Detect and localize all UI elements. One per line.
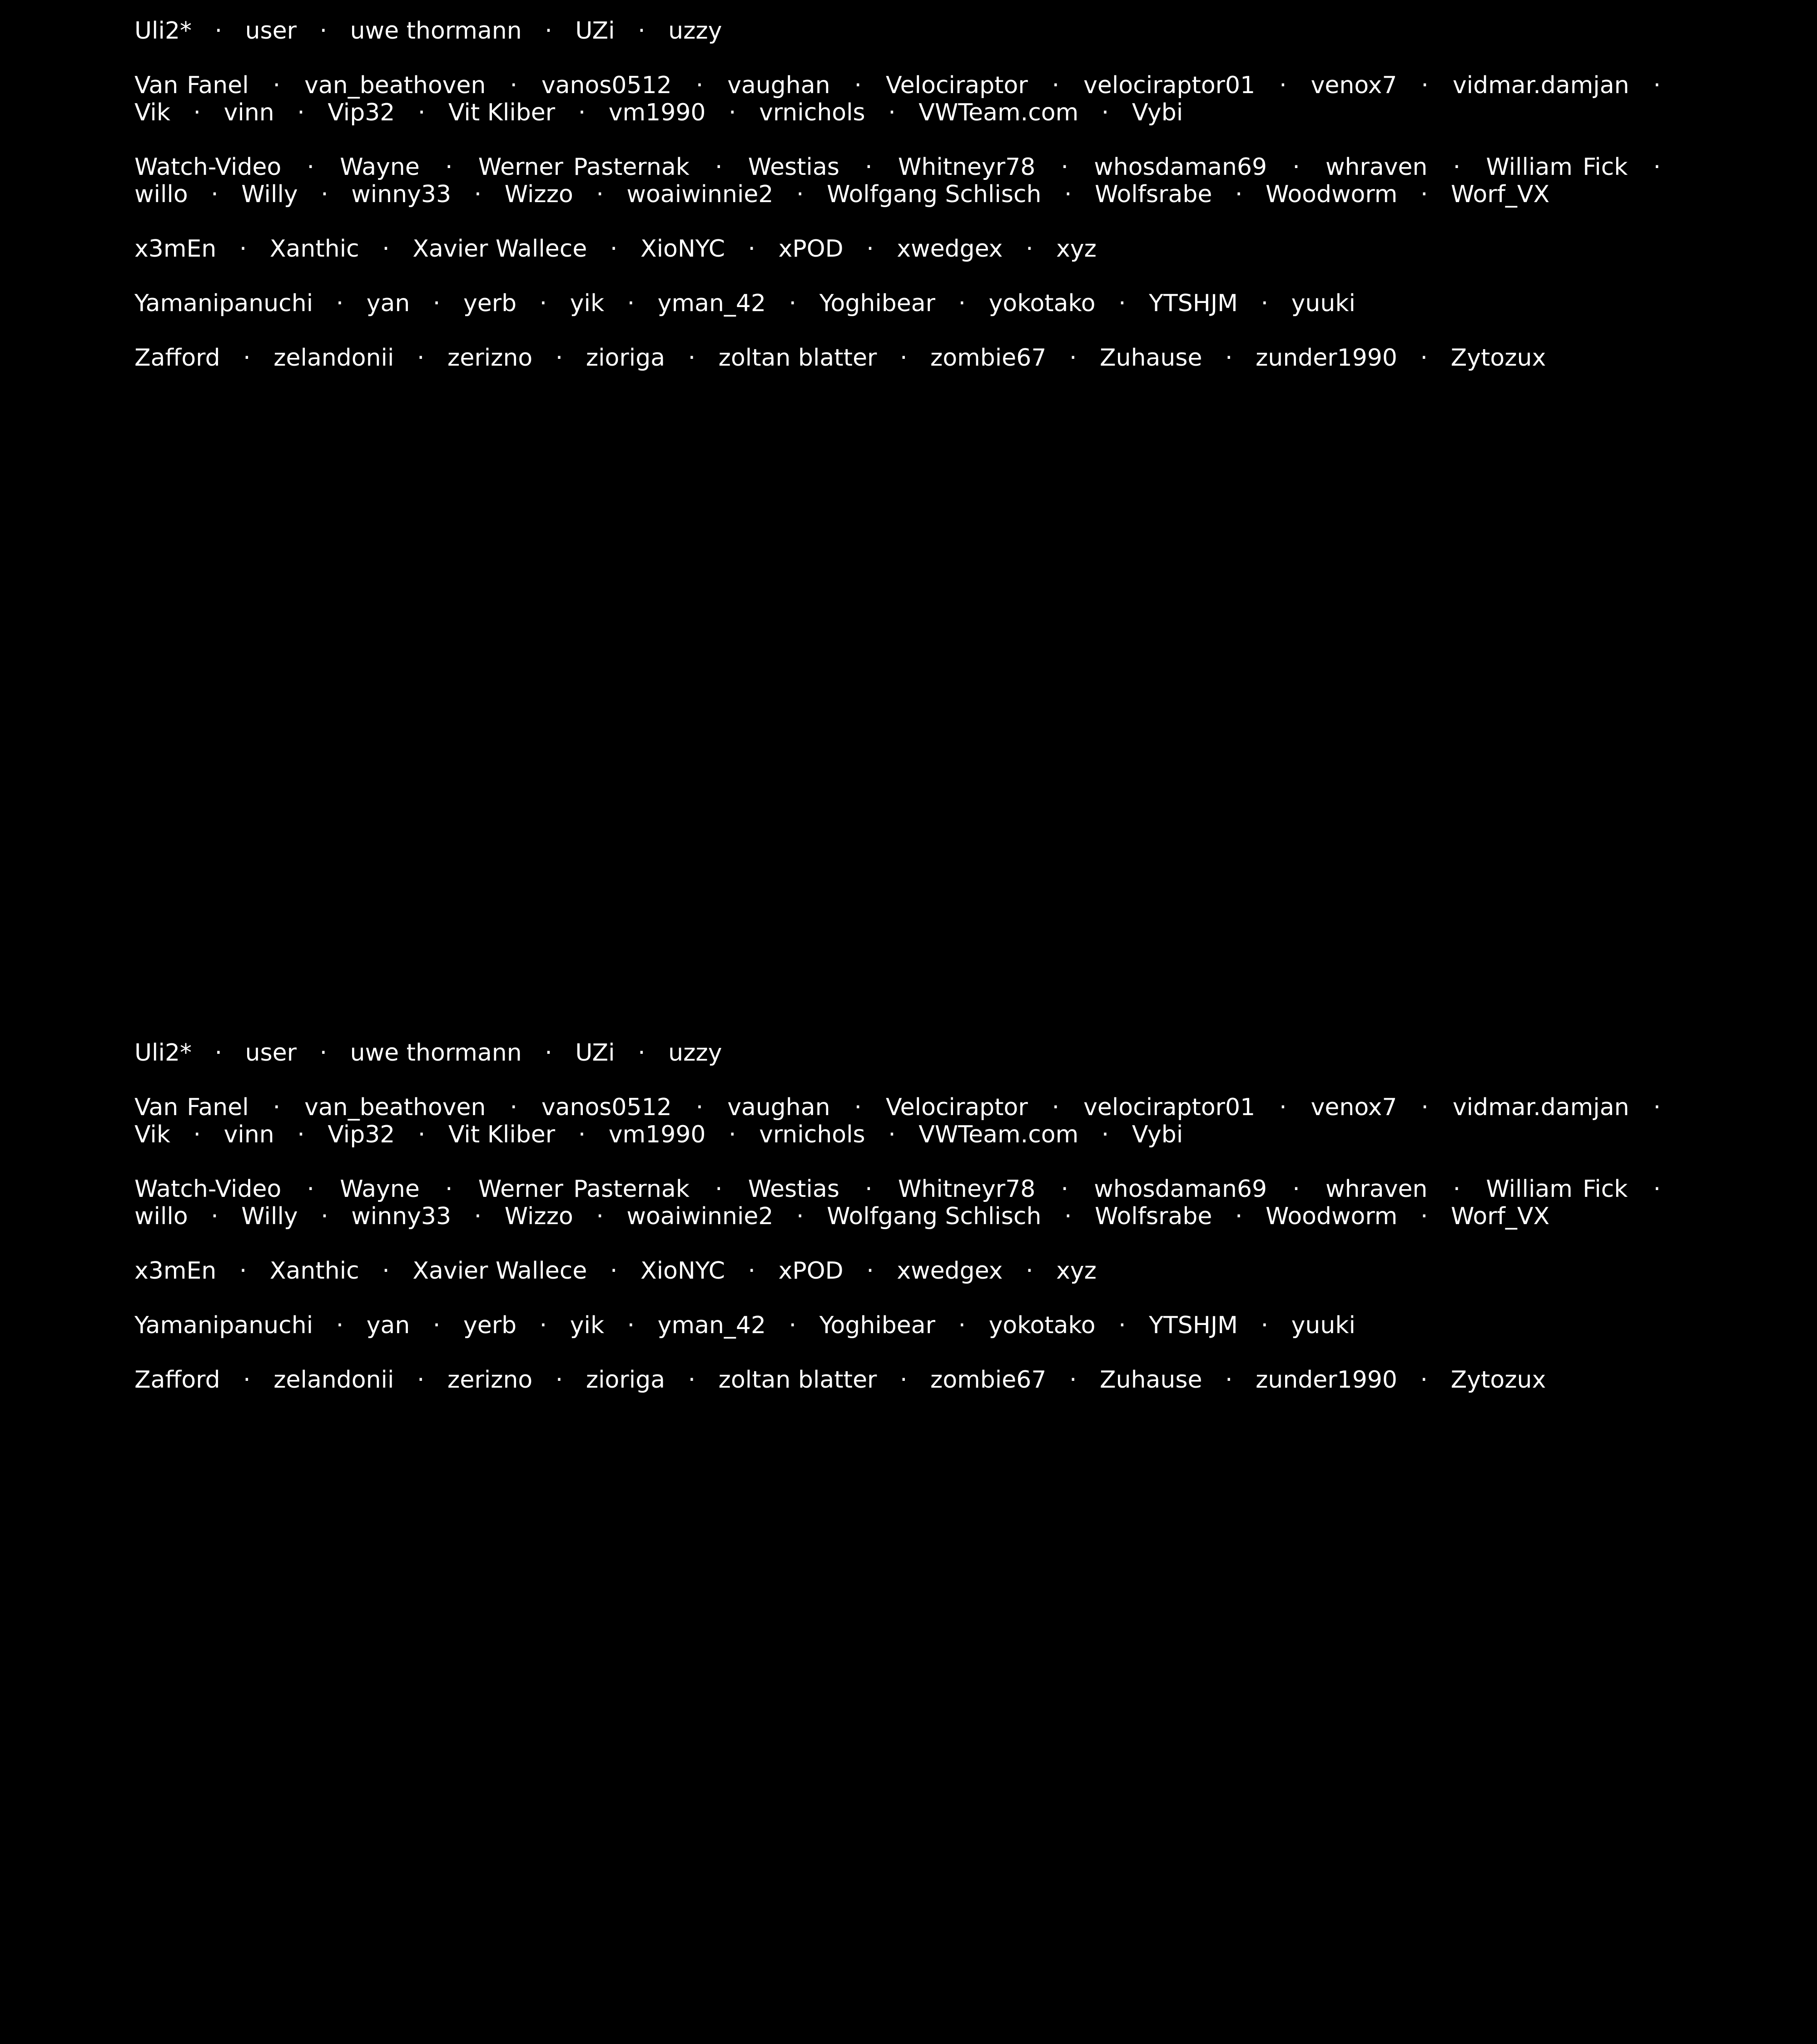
name-group-v-top [134, 72, 1676, 126]
separator-dot: · [1052, 1094, 1060, 1121]
name-group-x-top [134, 235, 1676, 263]
separator-dot: · [382, 1257, 390, 1285]
contributor-name: XioNYC [640, 1257, 725, 1285]
separator-dot: · [417, 99, 426, 126]
contributor-name: van_beathoven [304, 72, 486, 99]
separator-dot: · [610, 1257, 618, 1285]
separator-dot: · [578, 99, 586, 126]
separator-dot: · [748, 235, 756, 263]
separator-dot: · [866, 235, 874, 263]
separator-dot: · [1064, 181, 1072, 208]
contributor-name: whraven [1326, 154, 1428, 181]
separator-dot: · [1653, 154, 1661, 181]
separator-dot: · [417, 1366, 425, 1394]
separator-dot: · [193, 1121, 201, 1148]
contributor-name: zombie67 [930, 1366, 1047, 1394]
separator-dot: · [715, 154, 723, 181]
contributor-name: UZi [575, 17, 615, 45]
contributor-name: Werner Pasternak [478, 1176, 690, 1203]
contributor-name: Vip32 [328, 99, 395, 126]
contributor-name: Xavier Wallece [412, 1257, 587, 1285]
separator-dot: · [432, 1312, 441, 1339]
separator-dot: · [578, 1121, 586, 1148]
contributor-name: yuuki [1291, 1312, 1355, 1339]
contributor-name: vanos0512 [541, 1094, 672, 1121]
contributor-name: Velociraptor [886, 1094, 1028, 1121]
separator-dot: · [789, 1312, 797, 1339]
separator-dot: · [596, 181, 604, 208]
name-group-w-bottom [134, 1176, 1676, 1230]
separator-dot: · [539, 1312, 547, 1339]
contributor-name: Yoghibear [819, 1312, 936, 1339]
contributor-name: Wolfgang Schlisch [827, 181, 1042, 208]
contributor-name: Worf_VX [1451, 1203, 1550, 1230]
name-group-u-bottom [134, 1039, 1676, 1067]
separator-dot: · [555, 1366, 563, 1394]
contributor-name: Westias [748, 154, 839, 181]
contributor-name: Wayne [340, 154, 420, 181]
contributor-name: vidmar.damjan [1452, 72, 1629, 99]
separator-dot: · [1653, 1094, 1661, 1121]
separator-dot: · [319, 1039, 328, 1067]
contributor-name: zioriga [586, 1366, 665, 1394]
contributor-name: whosdaman69 [1094, 1176, 1267, 1203]
credits-list-top [134, 17, 1676, 399]
separator-dot: · [695, 1094, 704, 1121]
contributor-name: Uli2* [134, 1039, 192, 1067]
separator-dot: · [417, 1121, 426, 1148]
separator-dot: · [748, 1257, 756, 1285]
contributor-name: vaughan [727, 1094, 830, 1121]
separator-dot: · [1235, 1203, 1243, 1230]
contributor-name: user [245, 17, 297, 45]
separator-dot: · [336, 1312, 344, 1339]
contributor-name: xwedgex [897, 235, 1003, 263]
contributor-name: vanos0512 [541, 72, 672, 99]
separator-dot: · [321, 1203, 328, 1230]
separator-dot: · [321, 181, 328, 208]
contributor-name: zoltan blatter [718, 344, 877, 372]
separator-dot: · [1052, 72, 1060, 99]
separator-dot: · [1421, 1094, 1429, 1121]
contributor-name: Uli2* [134, 17, 192, 45]
contributor-name: zerizno [447, 344, 533, 372]
contributor-name: xyz [1056, 1257, 1097, 1285]
contributor-name: winny33 [351, 181, 452, 208]
contributor-name: yik [570, 290, 605, 317]
contributor-name: xwedgex [897, 1257, 1003, 1285]
contributor-name: uwe thormann [350, 1039, 522, 1067]
contributor-name: vidmar.damjan [1452, 1094, 1629, 1121]
contributor-name: Wizzo [504, 1203, 573, 1230]
separator-dot: · [417, 344, 425, 372]
separator-dot: · [510, 72, 517, 99]
separator-dot: · [729, 1121, 736, 1148]
contributor-name: yman_42 [657, 1312, 766, 1339]
separator-dot: · [239, 235, 247, 263]
separator-dot: · [1101, 99, 1109, 126]
contributor-name: yman_42 [657, 290, 766, 317]
contributor-name: Wolfgang Schlisch [827, 1203, 1042, 1230]
contributor-name: xPOD [778, 235, 844, 263]
separator-dot: · [899, 344, 908, 372]
name-group-v-bottom [134, 1094, 1676, 1148]
contributor-name: zelandonii [273, 344, 394, 372]
separator-dot: · [1064, 1203, 1072, 1230]
contributor-name: vm1990 [608, 99, 706, 126]
contributor-name: Vip32 [328, 1121, 395, 1148]
separator-dot: · [866, 1257, 874, 1285]
contributor-name: uzzy [668, 1039, 722, 1067]
separator-dot: · [596, 1203, 604, 1230]
separator-dot: · [297, 99, 305, 126]
contributor-name: Zytozux [1450, 1366, 1546, 1394]
separator-dot: · [555, 344, 563, 372]
separator-dot: · [214, 17, 223, 45]
separator-dot: · [1292, 1176, 1300, 1203]
contributor-name: Xanthic [269, 1257, 359, 1285]
separator-dot: · [1453, 154, 1461, 181]
name-group-x-bottom [134, 1257, 1676, 1285]
separator-dot: · [1453, 1176, 1461, 1203]
contributor-name: Van Fanel [134, 1094, 249, 1121]
contributor-name: xPOD [778, 1257, 844, 1285]
contributor-name: velociraptor01 [1083, 1094, 1256, 1121]
contributor-name: Werner Pasternak [478, 154, 690, 181]
contributor-name: velociraptor01 [1083, 72, 1256, 99]
contributor-name: vm1990 [608, 1121, 706, 1148]
contributor-name: uwe thormann [350, 17, 522, 45]
separator-dot: · [1420, 181, 1428, 208]
contributor-name: vaughan [727, 72, 830, 99]
separator-dot: · [193, 99, 201, 126]
contributor-name: vrnichols [759, 1121, 865, 1148]
separator-dot: · [1101, 1121, 1109, 1148]
contributor-name: x3mEn [134, 1257, 217, 1285]
contributor-name: Vit Kliber [448, 1121, 556, 1148]
separator-dot: · [319, 17, 328, 45]
contributor-name: x3mEn [134, 235, 217, 263]
name-group-y-bottom [134, 1312, 1676, 1339]
name-group-z-bottom [134, 1366, 1676, 1394]
contributor-name: Yamanipanuchi [134, 290, 313, 317]
separator-dot: · [545, 1039, 552, 1067]
contributor-name: zoltan blatter [718, 1366, 877, 1394]
contributor-name: willo [134, 1203, 188, 1230]
separator-dot: · [627, 290, 635, 317]
contributor-name: Yamanipanuchi [134, 1312, 313, 1339]
contributor-name: yokotako [988, 1312, 1096, 1339]
contributor-name: UZi [575, 1039, 615, 1067]
separator-dot: · [1118, 290, 1126, 317]
contributor-name: Whitneyr78 [898, 154, 1036, 181]
separator-dot: · [307, 1176, 315, 1203]
contributor-name: yan [366, 1312, 410, 1339]
contributor-name: Watch-Video [134, 1176, 282, 1203]
separator-dot: · [445, 1176, 453, 1203]
contributor-name: Vik [134, 1121, 170, 1148]
separator-dot: · [789, 290, 797, 317]
contributor-name: William Fick [1486, 154, 1628, 181]
separator-dot: · [638, 1039, 645, 1067]
separator-dot: · [796, 181, 804, 208]
separator-dot: · [695, 72, 704, 99]
contributor-name: xyz [1056, 235, 1097, 263]
separator-dot: · [211, 181, 218, 208]
credits-list-bottom [134, 1039, 1676, 1421]
contributor-name: VWTeam.com [918, 1121, 1079, 1148]
contributor-name: whosdaman69 [1094, 154, 1267, 181]
contributor-name: Wizzo [504, 181, 573, 208]
contributor-name: Zuhause [1100, 344, 1202, 372]
separator-dot: · [214, 1039, 223, 1067]
contributor-name: woaiwinnie2 [626, 181, 774, 208]
contributor-name: zunder1990 [1256, 1366, 1397, 1394]
separator-dot: · [888, 99, 896, 126]
contributor-name: vrnichols [759, 99, 865, 126]
name-group-w-top [134, 154, 1676, 208]
contributor-name: Worf_VX [1451, 181, 1550, 208]
contributor-name: Westias [748, 1176, 839, 1203]
separator-dot: · [539, 290, 547, 317]
separator-dot: · [510, 1094, 517, 1121]
separator-dot: · [1261, 1312, 1269, 1339]
contributor-name: Zytozux [1450, 344, 1546, 372]
separator-dot: · [1653, 1176, 1661, 1203]
separator-dot: · [688, 344, 696, 372]
separator-dot: · [958, 1312, 966, 1339]
contributor-name: YTSHJM [1149, 1312, 1238, 1339]
contributor-name: Velociraptor [886, 72, 1028, 99]
separator-dot: · [1235, 181, 1243, 208]
separator-dot: · [1421, 72, 1429, 99]
separator-dot: · [1292, 154, 1300, 181]
separator-dot: · [1026, 235, 1033, 263]
name-group-y-top [134, 290, 1676, 317]
separator-dot: · [382, 235, 390, 263]
contributor-name: willo [134, 181, 188, 208]
contributor-name: yerb [463, 1312, 517, 1339]
contributor-name: Woodworm [1265, 1203, 1398, 1230]
contributor-name: user [245, 1039, 297, 1067]
contributor-name: Yoghibear [819, 290, 936, 317]
contributor-name: XioNYC [640, 235, 725, 263]
contributor-name: winny33 [351, 1203, 452, 1230]
separator-dot: · [1420, 344, 1428, 372]
separator-dot: · [273, 72, 281, 99]
separator-dot: · [1420, 1366, 1428, 1394]
contributor-name: Vik [134, 99, 170, 126]
separator-dot: · [796, 1203, 804, 1230]
separator-dot: · [627, 1312, 635, 1339]
contributor-name: VWTeam.com [918, 99, 1079, 126]
contributor-name: Vit Kliber [448, 99, 556, 126]
separator-dot: · [211, 1203, 218, 1230]
separator-dot: · [688, 1366, 696, 1394]
separator-dot: · [474, 181, 482, 208]
separator-dot: · [1225, 1366, 1233, 1394]
contributor-name: Zuhause [1100, 1366, 1202, 1394]
contributor-name: uzzy [668, 17, 722, 45]
contributor-name: Watch-Video [134, 154, 282, 181]
separator-dot: · [729, 99, 736, 126]
name-group-z-top [134, 344, 1676, 372]
contributor-name: YTSHJM [1149, 290, 1238, 317]
contributor-name: woaiwinnie2 [626, 1203, 774, 1230]
separator-dot: · [1118, 1312, 1126, 1339]
contributor-name: vinn [223, 1121, 274, 1148]
separator-dot: · [1261, 290, 1269, 317]
separator-dot: · [1279, 1094, 1287, 1121]
contributor-name: venox7 [1311, 1094, 1397, 1121]
name-group-u-top [134, 17, 1676, 45]
contributor-name: Willy [241, 1203, 298, 1230]
separator-dot: · [610, 235, 618, 263]
separator-dot: · [888, 1121, 896, 1148]
separator-dot: · [1653, 72, 1661, 99]
separator-dot: · [432, 290, 441, 317]
contributor-name: zioriga [586, 344, 665, 372]
contributor-name: Willy [241, 181, 298, 208]
contributor-name: Vybi [1132, 1121, 1183, 1148]
separator-dot: · [273, 1094, 281, 1121]
separator-dot: · [1069, 1366, 1077, 1394]
separator-dot: · [1061, 1176, 1069, 1203]
contributor-name: whraven [1326, 1176, 1428, 1203]
separator-dot: · [715, 1176, 723, 1203]
separator-dot: · [1026, 1257, 1033, 1285]
contributor-name: Vybi [1132, 99, 1183, 126]
separator-dot: · [336, 290, 344, 317]
separator-dot: · [854, 1094, 862, 1121]
contributor-name: zombie67 [930, 344, 1047, 372]
contributor-name: yan [366, 290, 410, 317]
separator-dot: · [243, 1366, 251, 1394]
separator-dot: · [297, 1121, 305, 1148]
separator-dot: · [545, 17, 552, 45]
contributor-name: Woodworm [1265, 181, 1398, 208]
contributor-name: Zafford [134, 1366, 220, 1394]
separator-dot: · [1420, 1203, 1428, 1230]
separator-dot: · [445, 154, 453, 181]
contributor-name: yerb [463, 290, 517, 317]
contributor-name: van_beathoven [304, 1094, 486, 1121]
separator-dot: · [1225, 344, 1233, 372]
contributor-name: Xanthic [269, 235, 359, 263]
separator-dot: · [958, 290, 966, 317]
separator-dot: · [1279, 72, 1287, 99]
separator-dot: · [239, 1257, 247, 1285]
contributor-name: Wolfsrabe [1095, 181, 1212, 208]
contributor-name: zelandonii [273, 1366, 394, 1394]
contributor-name: Zafford [134, 344, 220, 372]
separator-dot: · [1069, 344, 1077, 372]
contributor-name: Xavier Wallece [412, 235, 587, 263]
separator-dot: · [474, 1203, 482, 1230]
separator-dot: · [243, 344, 251, 372]
contributor-name: yuuki [1291, 290, 1355, 317]
contributor-name: Whitneyr78 [898, 1176, 1036, 1203]
separator-dot: · [899, 1366, 908, 1394]
contributor-name: zerizno [447, 1366, 533, 1394]
separator-dot: · [638, 17, 645, 45]
contributor-name: zunder1990 [1256, 344, 1397, 372]
separator-dot: · [854, 72, 862, 99]
contributor-name: yik [570, 1312, 605, 1339]
contributor-name: vinn [223, 99, 274, 126]
contributor-name: Wolfsrabe [1095, 1203, 1212, 1230]
separator-dot: · [865, 154, 873, 181]
separator-dot: · [1061, 154, 1069, 181]
contributor-name: William Fick [1486, 1176, 1628, 1203]
contributor-name: Van Fanel [134, 72, 249, 99]
contributor-name: venox7 [1311, 72, 1397, 99]
contributor-name: yokotako [988, 290, 1096, 317]
separator-dot: · [307, 154, 315, 181]
separator-dot: · [865, 1176, 873, 1203]
contributor-name: Wayne [340, 1176, 420, 1203]
